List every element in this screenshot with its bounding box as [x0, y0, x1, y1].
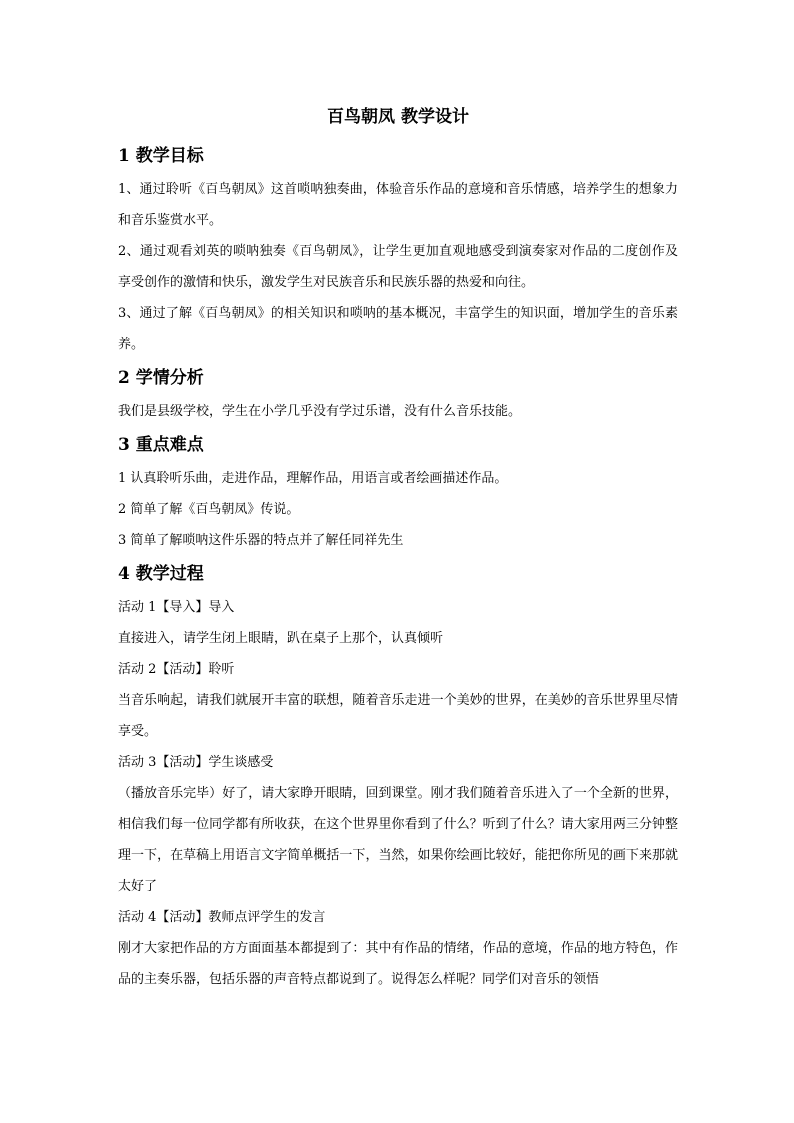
analysis-text: 我们是县级学校，学生在小学几乎没有学过乐谱，没有什么音乐技能。	[118, 404, 522, 419]
activity-1-title: 活动 1【导入】导入	[118, 600, 235, 615]
activity-4-text: 刚才大家把作品的方方面面基本都提到了：其中有作品的情绪，作品的意境，作品的地方特色，作品的主奏乐器，包括乐器的声音特点都说到了。说得怎么样呢？同学们对音乐的领悟	[118, 941, 678, 987]
activity-2-title: 活动 2【活动】聆听	[118, 662, 235, 677]
document-title: 百鸟朝凤 教学设计	[327, 107, 469, 127]
activity-2-text: 当音乐响起，请我们就展开丰富的联想，随着音乐走进一个美妙的世界，在美妙的音乐世界里尽情享受。	[118, 693, 678, 739]
activity-4-title: 活动 4【活动】教师点评学生的发言	[118, 910, 326, 925]
goal-item-2: 2、通过观看刘英的唢呐独奏《百鸟朝凤》，让学生更加直观地感受到演奏家对作品的二度创作及享受创作的激情和快乐，激发学生对民族音乐和民族乐器的热爱和向往。	[118, 244, 678, 290]
keypoint-item-1: 1 认真聆听乐曲，走进作品，理解作品，用语言或者绘画描述作品。	[118, 471, 508, 486]
activity-1-text: 直接进入，请学生闭上眼睛，趴在桌子上那个，认真倾听	[118, 631, 444, 646]
document-page	[118, 100, 678, 995]
goal-item-1: 1、通过聆听《百鸟朝凤》这首唢呐独奏曲，体验音乐作品的意境和音乐情感，培养学生的想象力和音乐鉴赏水平。	[118, 182, 678, 228]
section-heading-keypoints: 3 重点难点	[118, 435, 204, 455]
section-heading-process: 4 教学过程	[118, 564, 204, 584]
section-heading-analysis: 2 学情分析	[118, 368, 204, 388]
activity-3-text: （播放音乐完毕）好了，请大家睁开眼睛，回到课堂。刚才我们随着音乐进入了一个全新的世界，相信我们每一位同学都有所收获，在这个世界里你看到了什么？听到了什么？请大家用两三分钟整理一下，在草稿上用语言文字简单概括一下，当然，如果你绘画比较好，能把你所见的画下来那就太好了	[118, 786, 678, 894]
activity-3-title: 活动 3【活动】学生谈感受	[118, 755, 274, 770]
goal-item-3: 3、通过了解《百鸟朝凤》的相关知识和唢呐的基本概况，丰富学生的知识面，增加学生的音乐素养。	[118, 306, 678, 352]
keypoint-item-3: 3 简单了解唢呐这件乐器的特点并了解任同祥先生	[118, 533, 404, 548]
keypoint-item-2: 2 简单了解《百鸟朝凤》传说。	[118, 502, 300, 517]
section-heading-goals: 1 教学目标	[118, 146, 204, 166]
